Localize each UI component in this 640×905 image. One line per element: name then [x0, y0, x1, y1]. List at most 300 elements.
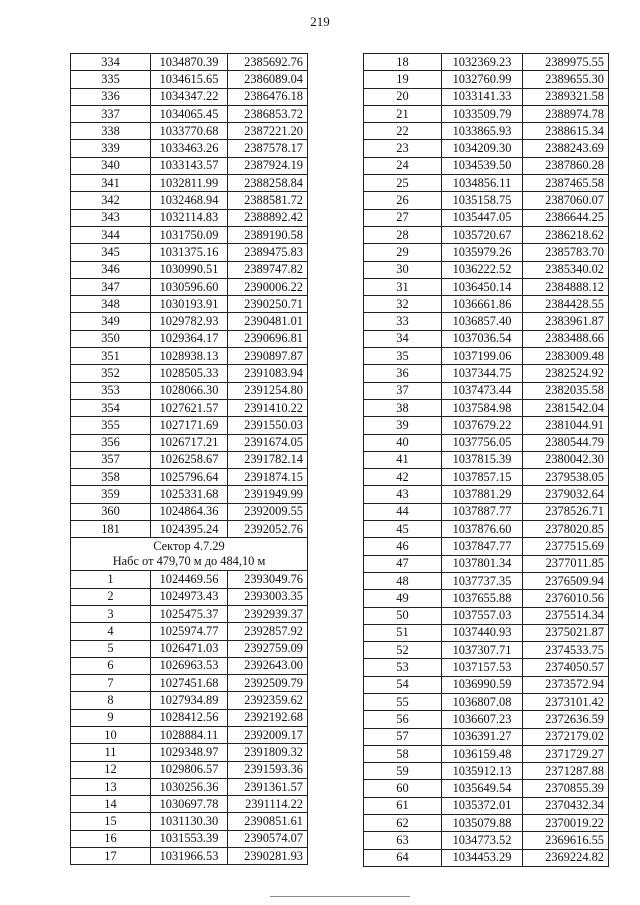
point-number-cell: 351 — [71, 348, 151, 365]
point-number-cell: 8 — [71, 692, 151, 709]
y-coordinate-cell: 2390250.71 — [228, 296, 308, 313]
point-number-cell: 355 — [71, 417, 151, 434]
y-coordinate-cell: 2383009.48 — [523, 348, 609, 365]
x-coordinate-cell: 1028505.33 — [151, 365, 228, 382]
table-row — [364, 849, 609, 866]
table-row — [364, 486, 609, 503]
point-number-cell: 34 — [364, 330, 442, 347]
point-number-cell: 353 — [71, 382, 151, 399]
x-coordinate-cell: 1028412.56 — [151, 709, 228, 726]
point-number-cell: 21 — [364, 105, 442, 122]
point-number-cell: 46 — [364, 538, 442, 555]
table-row — [364, 244, 609, 261]
table-row — [71, 417, 308, 434]
y-coordinate-cell: 2389475.83 — [228, 244, 308, 261]
point-number-cell: 42 — [364, 469, 442, 486]
y-coordinate-cell: 2371729.27 — [523, 745, 609, 762]
x-coordinate-cell: 1037801.34 — [442, 555, 523, 572]
y-coordinate-cell: 2374533.75 — [523, 642, 609, 659]
point-number-cell: 60 — [364, 780, 442, 797]
point-number-cell: 37 — [364, 382, 442, 399]
x-coordinate-cell: 1033141.33 — [442, 88, 523, 105]
x-coordinate-cell: 1031375.16 — [151, 244, 228, 261]
x-coordinate-cell: 1034773.52 — [442, 832, 523, 849]
x-coordinate-cell: 1037756.05 — [442, 434, 523, 451]
x-coordinate-cell: 1033865.93 — [442, 123, 523, 140]
point-number-cell: 3 — [71, 605, 151, 622]
table-row — [364, 348, 609, 365]
y-coordinate-cell: 2392857.92 — [228, 623, 308, 640]
x-coordinate-cell: 1036450.14 — [442, 278, 523, 295]
point-number-cell: 354 — [71, 399, 151, 416]
point-number-cell: 336 — [71, 88, 151, 105]
point-number-cell: 5 — [71, 640, 151, 657]
point-number-cell: 339 — [71, 140, 151, 157]
y-coordinate-cell: 2386644.25 — [523, 209, 609, 226]
x-coordinate-cell: 1025331.68 — [151, 486, 228, 503]
point-number-cell: 40 — [364, 434, 442, 451]
y-coordinate-cell: 2386476.18 — [228, 88, 308, 105]
y-coordinate-cell: 2388974.78 — [523, 105, 609, 122]
x-coordinate-cell: 1035158.75 — [442, 192, 523, 209]
x-coordinate-cell: 1024973.43 — [151, 588, 228, 605]
left-table-upper-body — [71, 54, 308, 538]
y-coordinate-cell: 2387578.17 — [228, 140, 308, 157]
x-coordinate-cell: 1027934.89 — [151, 692, 228, 709]
y-coordinate-cell: 2392052.76 — [228, 521, 308, 538]
table-row — [364, 88, 609, 105]
y-coordinate-cell: 2389321.58 — [523, 88, 609, 105]
x-coordinate-cell: 1025475.37 — [151, 605, 228, 622]
table-row — [71, 175, 308, 192]
table-row — [364, 71, 609, 88]
point-number-cell: 61 — [364, 797, 442, 814]
table-row — [71, 503, 308, 520]
point-number-cell: 17 — [71, 848, 151, 865]
table-row — [71, 348, 308, 365]
table-row — [364, 728, 609, 745]
table-row — [71, 244, 308, 261]
y-coordinate-cell: 2389655.30 — [523, 71, 609, 88]
x-coordinate-cell: 1029806.57 — [151, 761, 228, 778]
x-coordinate-cell: 1037344.75 — [442, 365, 523, 382]
x-coordinate-cell: 1034453.29 — [442, 849, 523, 866]
table-row — [364, 832, 609, 849]
x-coordinate-cell: 1030193.91 — [151, 296, 228, 313]
table-row — [71, 105, 308, 122]
y-coordinate-cell: 2389975.55 — [523, 54, 609, 71]
table-row — [71, 796, 308, 813]
x-coordinate-cell: 1027171.69 — [151, 417, 228, 434]
x-coordinate-cell: 1037887.77 — [442, 503, 523, 520]
x-coordinate-cell: 1026258.67 — [151, 451, 228, 468]
point-number-cell: 18 — [364, 54, 442, 71]
point-number-cell: 4 — [71, 623, 151, 640]
point-number-cell: 25 — [364, 175, 442, 192]
left-coordinates-table — [70, 53, 308, 865]
x-coordinate-cell: 1024395.24 — [151, 521, 228, 538]
point-number-cell: 51 — [364, 624, 442, 641]
point-number-cell: 48 — [364, 572, 442, 589]
table-row — [364, 815, 609, 832]
table-row — [71, 330, 308, 347]
point-number-cell: 38 — [364, 399, 442, 416]
point-number-cell: 62 — [364, 815, 442, 832]
x-coordinate-cell: 1032468.94 — [151, 192, 228, 209]
table-row — [71, 657, 308, 674]
x-coordinate-cell: 1034347.22 — [151, 88, 228, 105]
x-coordinate-cell: 1031750.09 — [151, 226, 228, 243]
table-row — [364, 54, 609, 71]
point-number-cell: 6 — [71, 657, 151, 674]
point-number-cell: 64 — [364, 849, 442, 866]
x-coordinate-cell: 1037584.98 — [442, 399, 523, 416]
x-coordinate-cell: 1037036.54 — [442, 330, 523, 347]
x-coordinate-cell: 1033770.68 — [151, 123, 228, 140]
x-coordinate-cell: 1036857.40 — [442, 313, 523, 330]
x-coordinate-cell: 1035372.01 — [442, 797, 523, 814]
point-number-cell: 358 — [71, 469, 151, 486]
table-row — [71, 486, 308, 503]
x-coordinate-cell: 1034856.11 — [442, 175, 523, 192]
point-number-cell: 35 — [364, 348, 442, 365]
y-coordinate-cell: 2369616.55 — [523, 832, 609, 849]
y-coordinate-cell: 2387221.20 — [228, 123, 308, 140]
y-coordinate-cell: 2382035.58 — [523, 382, 609, 399]
table-row — [71, 848, 308, 865]
y-coordinate-cell: 2393003.35 — [228, 588, 308, 605]
x-coordinate-cell: 1027621.57 — [151, 399, 228, 416]
x-coordinate-cell: 1036391.27 — [442, 728, 523, 745]
y-coordinate-cell: 2387465.58 — [523, 175, 609, 192]
x-coordinate-cell: 1034065.45 — [151, 105, 228, 122]
y-coordinate-cell: 2387924.19 — [228, 157, 308, 174]
table-row — [71, 71, 308, 88]
x-coordinate-cell: 1030990.51 — [151, 261, 228, 278]
point-number-cell: 44 — [364, 503, 442, 520]
y-coordinate-cell: 2391593.36 — [228, 761, 308, 778]
x-coordinate-cell: 1027451.68 — [151, 675, 228, 692]
table-row — [71, 451, 308, 468]
table-row — [71, 571, 308, 588]
x-coordinate-cell: 1032760.99 — [442, 71, 523, 88]
x-coordinate-cell: 1037679.22 — [442, 417, 523, 434]
point-number-cell: 341 — [71, 175, 151, 192]
table-row — [71, 278, 308, 295]
x-coordinate-cell: 1035912.13 — [442, 763, 523, 780]
y-coordinate-cell: 2388243.69 — [523, 140, 609, 157]
left-table-lower-body — [71, 571, 308, 865]
table-row — [364, 399, 609, 416]
point-number-cell: 10 — [71, 726, 151, 743]
table-row — [364, 296, 609, 313]
point-number-cell: 33 — [364, 313, 442, 330]
y-coordinate-cell: 2392939.37 — [228, 605, 308, 622]
table-row — [71, 88, 308, 105]
x-coordinate-cell: 1032114.83 — [151, 209, 228, 226]
table-row — [71, 54, 308, 71]
table-row — [364, 555, 609, 572]
point-number-cell: 56 — [364, 711, 442, 728]
x-coordinate-cell: 1024864.36 — [151, 503, 228, 520]
x-coordinate-cell: 1037199.06 — [442, 348, 523, 365]
x-coordinate-cell: 1033143.57 — [151, 157, 228, 174]
x-coordinate-cell: 1024469.56 — [151, 571, 228, 588]
table-row — [364, 261, 609, 278]
table-row — [364, 157, 609, 174]
table-row — [364, 780, 609, 797]
x-coordinate-cell: 1036607.23 — [442, 711, 523, 728]
y-coordinate-cell: 2383488.66 — [523, 330, 609, 347]
y-coordinate-cell: 2370432.34 — [523, 797, 609, 814]
sector-subtitle: Набс от 479,70 м до 484,10 м — [112, 554, 266, 569]
y-coordinate-cell: 2392643.00 — [228, 657, 308, 674]
table-row — [364, 330, 609, 347]
right-coordinates-table — [363, 53, 609, 867]
x-coordinate-cell: 1037815.39 — [442, 451, 523, 468]
table-row — [71, 761, 308, 778]
y-coordinate-cell: 2380544.79 — [523, 434, 609, 451]
y-coordinate-cell: 2376010.56 — [523, 590, 609, 607]
footer-divider — [270, 896, 410, 897]
point-number-cell: 337 — [71, 105, 151, 122]
table-row — [71, 434, 308, 451]
point-number-cell: 357 — [71, 451, 151, 468]
table-row — [364, 676, 609, 693]
table-row — [364, 365, 609, 382]
y-coordinate-cell: 2391674.05 — [228, 434, 308, 451]
x-coordinate-cell: 1037847.77 — [442, 538, 523, 555]
point-number-cell: 342 — [71, 192, 151, 209]
table-row — [364, 469, 609, 486]
x-coordinate-cell: 1034209.30 — [442, 140, 523, 157]
table-row — [71, 726, 308, 743]
y-coordinate-cell: 2377515.69 — [523, 538, 609, 555]
table-row — [364, 278, 609, 295]
y-coordinate-cell: 2392192.68 — [228, 709, 308, 726]
table-row — [71, 521, 308, 538]
y-coordinate-cell: 2388581.72 — [228, 192, 308, 209]
y-coordinate-cell: 2373101.42 — [523, 693, 609, 710]
table-row — [364, 105, 609, 122]
y-coordinate-cell: 2389747.82 — [228, 261, 308, 278]
point-number-cell: 43 — [364, 486, 442, 503]
y-coordinate-cell: 2388615.34 — [523, 123, 609, 140]
y-coordinate-cell: 2373572.94 — [523, 676, 609, 693]
table-row — [364, 659, 609, 676]
x-coordinate-cell: 1037737.35 — [442, 572, 523, 589]
point-number-cell: 11 — [71, 744, 151, 761]
y-coordinate-cell: 2381044.91 — [523, 417, 609, 434]
page-number: 219 — [310, 14, 330, 29]
y-coordinate-cell: 2386089.04 — [228, 71, 308, 88]
x-coordinate-cell: 1031553.39 — [151, 830, 228, 847]
y-coordinate-cell: 2374050.57 — [523, 659, 609, 676]
y-coordinate-cell: 2392009.55 — [228, 503, 308, 520]
y-coordinate-cell: 2384428.55 — [523, 296, 609, 313]
point-number-cell: 7 — [71, 675, 151, 692]
table-row — [364, 382, 609, 399]
x-coordinate-cell: 1035979.26 — [442, 244, 523, 261]
y-coordinate-cell: 2370855.39 — [523, 780, 609, 797]
point-number-cell: 29 — [364, 244, 442, 261]
table-row — [71, 226, 308, 243]
point-number-cell: 31 — [364, 278, 442, 295]
table-row — [364, 313, 609, 330]
x-coordinate-cell: 1034870.39 — [151, 54, 228, 71]
point-number-cell: 39 — [364, 417, 442, 434]
y-coordinate-cell: 2370019.22 — [523, 815, 609, 832]
y-coordinate-cell: 2378020.85 — [523, 521, 609, 538]
table-row — [364, 745, 609, 762]
sector-header-row — [71, 538, 308, 571]
x-coordinate-cell: 1037307.71 — [442, 642, 523, 659]
y-coordinate-cell: 2388892.42 — [228, 209, 308, 226]
table-row — [364, 538, 609, 555]
table-row — [71, 605, 308, 622]
point-number-cell: 9 — [71, 709, 151, 726]
x-coordinate-cell: 1033509.79 — [442, 105, 523, 122]
y-coordinate-cell: 2391361.57 — [228, 778, 308, 795]
y-coordinate-cell: 2372636.59 — [523, 711, 609, 728]
y-coordinate-cell: 2391114.22 — [228, 796, 308, 813]
x-coordinate-cell: 1026963.53 — [151, 657, 228, 674]
table-row — [364, 434, 609, 451]
table-row — [364, 451, 609, 468]
x-coordinate-cell: 1029782.93 — [151, 313, 228, 330]
table-row — [364, 503, 609, 520]
y-coordinate-cell: 2377011.85 — [523, 555, 609, 572]
x-coordinate-cell: 1026471.03 — [151, 640, 228, 657]
point-number-cell: 350 — [71, 330, 151, 347]
y-coordinate-cell: 2391782.14 — [228, 451, 308, 468]
point-number-cell: 334 — [71, 54, 151, 71]
table-row — [364, 226, 609, 243]
point-number-cell: 58 — [364, 745, 442, 762]
x-coordinate-cell: 1031966.53 — [151, 848, 228, 865]
point-number-cell: 19 — [364, 71, 442, 88]
x-coordinate-cell: 1036807.08 — [442, 693, 523, 710]
y-coordinate-cell: 2390481.01 — [228, 313, 308, 330]
y-coordinate-cell: 2391083.94 — [228, 365, 308, 382]
point-number-cell: 49 — [364, 590, 442, 607]
table-row — [364, 572, 609, 589]
table-row — [364, 590, 609, 607]
table-row — [71, 382, 308, 399]
point-number-cell: 346 — [71, 261, 151, 278]
y-coordinate-cell: 2371287.88 — [523, 763, 609, 780]
table-row — [364, 607, 609, 624]
y-coordinate-cell: 2392359.62 — [228, 692, 308, 709]
x-coordinate-cell: 1037473.44 — [442, 382, 523, 399]
point-number-cell: 2 — [71, 588, 151, 605]
x-coordinate-cell: 1029348.97 — [151, 744, 228, 761]
x-coordinate-cell: 1035649.54 — [442, 780, 523, 797]
point-number-cell: 55 — [364, 693, 442, 710]
sector-header-cell — [71, 538, 308, 571]
x-coordinate-cell: 1028884.11 — [151, 726, 228, 743]
table-row — [364, 624, 609, 641]
point-number-cell: 348 — [71, 296, 151, 313]
y-coordinate-cell: 2378526.71 — [523, 503, 609, 520]
y-coordinate-cell: 2391874.15 — [228, 469, 308, 486]
x-coordinate-cell: 1028938.13 — [151, 348, 228, 365]
x-coordinate-cell: 1025796.64 — [151, 469, 228, 486]
table-row — [71, 157, 308, 174]
x-coordinate-cell: 1031130.30 — [151, 813, 228, 830]
x-coordinate-cell: 1035447.05 — [442, 209, 523, 226]
table-row — [71, 640, 308, 657]
table-row — [71, 261, 308, 278]
point-number-cell: 340 — [71, 157, 151, 174]
y-coordinate-cell: 2383961.87 — [523, 313, 609, 330]
point-number-cell: 14 — [71, 796, 151, 813]
table-row — [71, 709, 308, 726]
y-coordinate-cell: 2389190.58 — [228, 226, 308, 243]
point-number-cell: 360 — [71, 503, 151, 520]
y-coordinate-cell: 2385340.02 — [523, 261, 609, 278]
x-coordinate-cell: 1035079.88 — [442, 815, 523, 832]
point-number-cell: 47 — [364, 555, 442, 572]
sector-header — [71, 538, 308, 571]
table-row — [71, 209, 308, 226]
y-coordinate-cell: 2391254.80 — [228, 382, 308, 399]
x-coordinate-cell: 1037876.60 — [442, 521, 523, 538]
x-coordinate-cell: 1032811.99 — [151, 175, 228, 192]
table-row — [71, 365, 308, 382]
y-coordinate-cell: 2390696.81 — [228, 330, 308, 347]
y-coordinate-cell: 2379538.05 — [523, 469, 609, 486]
point-number-cell: 335 — [71, 71, 151, 88]
point-number-cell: 347 — [71, 278, 151, 295]
table-row — [364, 123, 609, 140]
table-row — [71, 588, 308, 605]
table-row — [364, 797, 609, 814]
y-coordinate-cell: 2387060.07 — [523, 192, 609, 209]
point-number-cell: 26 — [364, 192, 442, 209]
x-coordinate-cell: 1037655.88 — [442, 590, 523, 607]
y-coordinate-cell: 2390851.61 — [228, 813, 308, 830]
y-coordinate-cell: 2385783.70 — [523, 244, 609, 261]
table-row — [71, 830, 308, 847]
table-row — [71, 623, 308, 640]
point-number-cell: 32 — [364, 296, 442, 313]
y-coordinate-cell: 2386853.72 — [228, 105, 308, 122]
table-row — [364, 711, 609, 728]
y-coordinate-cell: 2391550.03 — [228, 417, 308, 434]
y-coordinate-cell: 2393049.76 — [228, 571, 308, 588]
point-number-cell: 50 — [364, 607, 442, 624]
point-number-cell: 59 — [364, 763, 442, 780]
table-row — [71, 469, 308, 486]
point-number-cell: 16 — [71, 830, 151, 847]
table-row — [71, 813, 308, 830]
point-number-cell: 345 — [71, 244, 151, 261]
table-row — [71, 399, 308, 416]
point-number-cell: 20 — [364, 88, 442, 105]
y-coordinate-cell: 2382524.92 — [523, 365, 609, 382]
point-number-cell: 27 — [364, 209, 442, 226]
table-row — [71, 778, 308, 795]
y-coordinate-cell: 2392509.79 — [228, 675, 308, 692]
table-row — [364, 417, 609, 434]
point-number-cell: 52 — [364, 642, 442, 659]
point-number-cell: 30 — [364, 261, 442, 278]
x-coordinate-cell: 1032369.23 — [442, 54, 523, 71]
x-coordinate-cell: 1036222.52 — [442, 261, 523, 278]
point-number-cell: 15 — [71, 813, 151, 830]
x-coordinate-cell: 1030256.36 — [151, 778, 228, 795]
